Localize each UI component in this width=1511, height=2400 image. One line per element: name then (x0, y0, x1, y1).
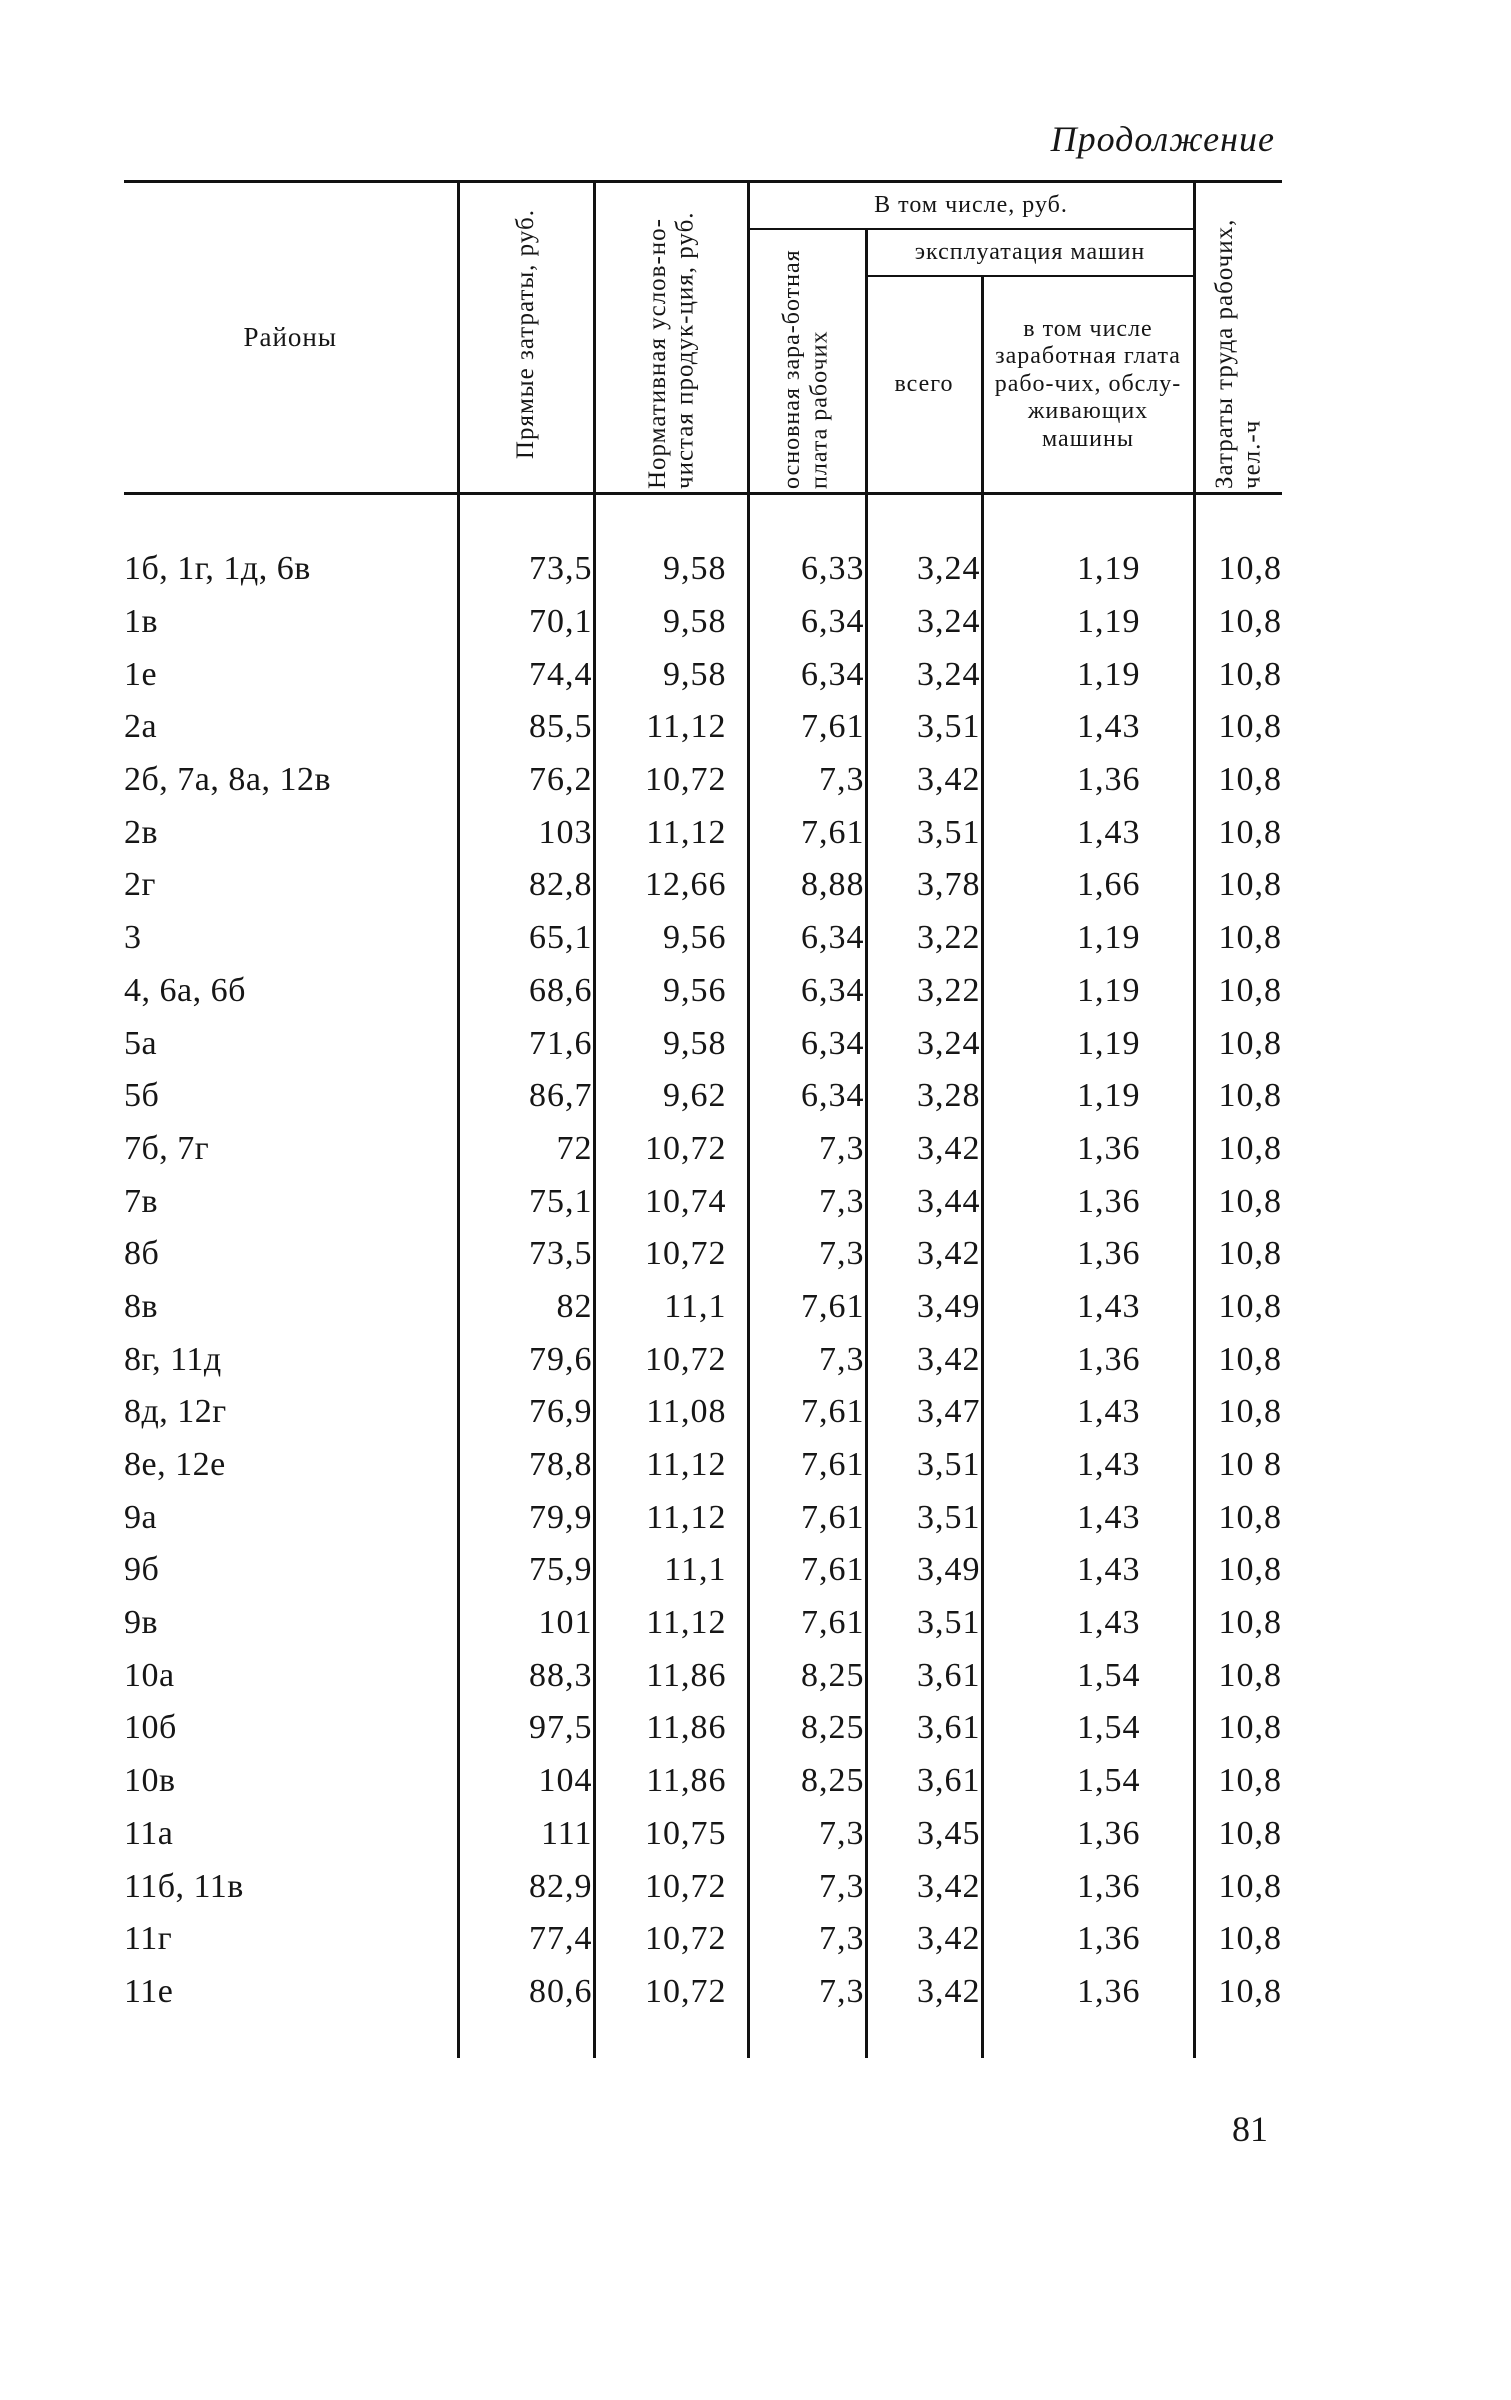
machine-total-cell: 3,24 (866, 1017, 982, 1070)
direct-costs-cell: 104 (458, 1755, 594, 1808)
net-output-cell: 11,86 (594, 1755, 748, 1808)
net-output-cell: 11,12 (594, 1597, 748, 1650)
machine-total-cell: 3,61 (866, 1755, 982, 1808)
base-wage-cell: 6,34 (748, 965, 866, 1018)
continuation-label: Продолжение (1050, 119, 1275, 159)
machine-wage-cell: 1,43 (982, 806, 1194, 859)
base-wage-cell: 7,3 (748, 1123, 866, 1176)
labor-costs-cell: 10,8 (1194, 1491, 1282, 1544)
machine-total-cell: 3,22 (866, 912, 982, 965)
table-body (124, 494, 1282, 2059)
direct-costs-cell: 70,1 (458, 596, 594, 649)
header-direct-costs: Прямые затраты, руб. (458, 182, 594, 494)
table-row (124, 754, 1282, 807)
base-wage-cell: 7,3 (748, 1228, 866, 1281)
table-row (124, 1175, 1282, 1228)
region-cell: 2в (124, 813, 159, 851)
base-wage-cell: 8,88 (748, 859, 866, 912)
table-row (124, 1649, 1282, 1702)
region-cell: 9б (124, 1551, 160, 1589)
table-row (124, 965, 1282, 1018)
base-wage-cell: 7,3 (748, 1808, 866, 1861)
base-wage-cell: 6,34 (748, 1017, 866, 1070)
region-cell: 11б, 11в (124, 1867, 244, 1905)
net-output-cell: 11,1 (594, 1281, 748, 1334)
labor-costs-cell: 10,8 (1194, 1386, 1282, 1439)
machine-total-cell: 3,51 (866, 701, 982, 754)
direct-costs-cell: 77,4 (458, 1913, 594, 1966)
net-output-cell: 11,08 (594, 1386, 748, 1439)
base-wage-cell: 7,61 (748, 701, 866, 754)
region-cell: 1е (124, 655, 158, 693)
net-output-cell: 9,58 (594, 543, 748, 596)
region-cell: 7в (124, 1182, 159, 1220)
labor-costs-cell: 10,8 (1194, 1070, 1282, 1123)
table-row (124, 1755, 1282, 1808)
region-cell: 2а (124, 708, 158, 746)
machine-wage-cell: 1,36 (982, 1808, 1194, 1861)
machine-wage-cell: 1,36 (982, 1175, 1194, 1228)
header-machine-total: всего (866, 276, 982, 494)
net-output-cell: 11,12 (594, 806, 748, 859)
machine-total-cell: 3,42 (866, 1860, 982, 1913)
machine-total-cell: 3,42 (866, 1333, 982, 1386)
region-cell: 8б (124, 1235, 160, 1273)
labor-costs-cell: 10,8 (1194, 965, 1282, 1018)
net-output-cell: 9,56 (594, 912, 748, 965)
table-row (124, 1228, 1282, 1281)
net-output-cell: 11,12 (594, 1439, 748, 1492)
region-cell: 3 (124, 919, 142, 957)
table-row (124, 701, 1282, 754)
net-output-cell: 10,72 (594, 1860, 748, 1913)
labor-costs-cell: 10,8 (1194, 1544, 1282, 1597)
machine-total-cell: 3,42 (866, 1913, 982, 1966)
net-output-cell: 9,56 (594, 965, 748, 1018)
machine-wage-cell: 1,36 (982, 1913, 1194, 1966)
region-cell: 8е, 12е (124, 1446, 226, 1484)
machine-wage-cell: 1,19 (982, 912, 1194, 965)
labor-costs-cell: 10,8 (1194, 543, 1282, 596)
base-wage-cell: 7,3 (748, 1860, 866, 1913)
region-cell: 11а (124, 1814, 174, 1852)
net-output-cell: 10,74 (594, 1175, 748, 1228)
net-output-cell: 9,58 (594, 596, 748, 649)
direct-costs-cell: 86,7 (458, 1070, 594, 1123)
base-wage-cell: 7,3 (748, 1333, 866, 1386)
direct-costs-cell: 80,6 (458, 1966, 594, 2019)
base-wage-cell: 6,33 (748, 543, 866, 596)
table-row (124, 1544, 1282, 1597)
direct-costs-cell: 68,6 (458, 965, 594, 1018)
table-row (124, 596, 1282, 649)
machine-total-cell: 3,51 (866, 1439, 982, 1492)
base-wage-cell: 8,25 (748, 1649, 866, 1702)
labor-costs-cell: 10,8 (1194, 1597, 1282, 1650)
region-cell: 9в (124, 1604, 159, 1642)
region-cell: 10б (124, 1709, 177, 1747)
net-output-cell: 10,72 (594, 1333, 748, 1386)
header-machine-wage: в том числе заработная глата рабо-чих, обслу-живающих машины (982, 276, 1194, 494)
labor-costs-cell: 10,8 (1194, 806, 1282, 859)
machine-wage-cell: 1,43 (982, 701, 1194, 754)
table-row (124, 1913, 1282, 1966)
net-output-cell: 11,12 (594, 701, 748, 754)
labor-costs-cell: 10,8 (1194, 1123, 1282, 1176)
region-cell: 11г (124, 1920, 173, 1958)
labor-costs-cell: 10,8 (1194, 1228, 1282, 1281)
machine-wage-cell: 1,66 (982, 859, 1194, 912)
base-wage-cell: 7,61 (748, 1439, 866, 1492)
table-header (124, 182, 1282, 494)
table-row (124, 1597, 1282, 1650)
net-output-cell: 10,72 (594, 1913, 748, 1966)
machine-wage-cell: 1,43 (982, 1386, 1194, 1439)
direct-costs-cell: 103 (458, 806, 594, 859)
machine-total-cell: 3,24 (866, 543, 982, 596)
direct-costs-cell: 73,5 (458, 543, 594, 596)
region-cell: 10в (124, 1762, 176, 1800)
labor-costs-cell: 10,8 (1194, 912, 1282, 965)
labor-costs-cell: 10 8 (1194, 1439, 1282, 1492)
machine-total-cell: 3,51 (866, 1597, 982, 1650)
table-row (124, 1281, 1282, 1334)
table-row (124, 1966, 1282, 2019)
machine-wage-cell: 1,36 (982, 1123, 1194, 1176)
table-row (124, 1017, 1282, 1070)
direct-costs-cell: 111 (458, 1808, 594, 1861)
header-machine-operation: эксплуатация машин (866, 229, 1194, 276)
region-cell: 1б, 1г, 1д, 6в (124, 550, 311, 588)
machine-total-cell: 3,42 (866, 1123, 982, 1176)
direct-costs-cell: 73,5 (458, 1228, 594, 1281)
region-cell: 8г, 11д (124, 1340, 222, 1378)
table-row (124, 1070, 1282, 1123)
net-output-cell: 11,86 (594, 1702, 748, 1755)
header-including-group: В том числе, руб. (748, 182, 1194, 230)
machine-wage-cell: 1,36 (982, 754, 1194, 807)
net-output-cell: 11,1 (594, 1544, 748, 1597)
direct-costs-cell: 82,8 (458, 859, 594, 912)
direct-costs-cell: 101 (458, 1597, 594, 1650)
net-output-cell: 9,58 (594, 1017, 748, 1070)
machine-total-cell: 3,47 (866, 1386, 982, 1439)
machine-wage-cell: 1,36 (982, 1228, 1194, 1281)
table-row (124, 1491, 1282, 1544)
labor-costs-cell: 10,8 (1194, 1281, 1282, 1334)
machine-total-cell: 3,45 (866, 1808, 982, 1861)
labor-costs-cell: 10,8 (1194, 754, 1282, 807)
machine-total-cell: 3,51 (866, 806, 982, 859)
direct-costs-cell: 65,1 (458, 912, 594, 965)
machine-wage-cell: 1,36 (982, 1860, 1194, 1913)
direct-costs-cell: 97,5 (458, 1702, 594, 1755)
labor-costs-cell: 10,8 (1194, 648, 1282, 701)
table-row (124, 912, 1282, 965)
direct-costs-cell: 88,3 (458, 1649, 594, 1702)
table-row (124, 1860, 1282, 1913)
labor-costs-cell: 10,8 (1194, 701, 1282, 754)
machine-wage-cell: 1,19 (982, 1070, 1194, 1123)
machine-wage-cell: 1,43 (982, 1439, 1194, 1492)
machine-wage-cell: 1,43 (982, 1491, 1194, 1544)
base-wage-cell: 7,3 (748, 754, 866, 807)
labor-costs-cell: 10,8 (1194, 1913, 1282, 1966)
direct-costs-cell: 72 (458, 1123, 594, 1176)
direct-costs-cell: 76,9 (458, 1386, 594, 1439)
machine-wage-cell: 1,19 (982, 596, 1194, 649)
machine-total-cell: 3,42 (866, 754, 982, 807)
table-row (124, 1386, 1282, 1439)
machine-wage-cell: 1,36 (982, 1966, 1194, 2019)
net-output-cell: 12,66 (594, 859, 748, 912)
machine-total-cell: 3,22 (866, 965, 982, 1018)
machine-wage-cell: 1,54 (982, 1755, 1194, 1808)
net-output-cell: 9,62 (594, 1070, 748, 1123)
direct-costs-cell: 74,4 (458, 648, 594, 701)
net-output-cell: 10,72 (594, 1228, 748, 1281)
table-row (124, 543, 1282, 596)
machine-total-cell: 3,28 (866, 1070, 982, 1123)
machine-total-cell: 3,78 (866, 859, 982, 912)
base-wage-cell: 6,34 (748, 596, 866, 649)
machine-total-cell: 3,24 (866, 596, 982, 649)
labor-costs-cell: 10,8 (1194, 1702, 1282, 1755)
direct-costs-cell: 78,8 (458, 1439, 594, 1492)
net-output-cell: 10,72 (594, 754, 748, 807)
region-cell: 2г (124, 866, 156, 904)
direct-costs-cell: 76,2 (458, 754, 594, 807)
header-labor-costs: Затраты труда рабочих, чел.-ч (1194, 182, 1282, 494)
direct-costs-cell: 82 (458, 1281, 594, 1334)
region-cell: 8в (124, 1287, 159, 1325)
base-wage-cell: 7,3 (748, 1966, 866, 2019)
header-normative-net-output: Нормативная услов-но-чистая продук-ция, руб. (594, 182, 748, 494)
table-row (124, 806, 1282, 859)
net-output-cell: 9,58 (594, 648, 748, 701)
net-output-cell: 10,72 (594, 1123, 748, 1176)
machine-wage-cell: 1,43 (982, 1281, 1194, 1334)
table-row (124, 1333, 1282, 1386)
machine-wage-cell: 1,43 (982, 1597, 1194, 1650)
machine-wage-cell: 1,19 (982, 648, 1194, 701)
net-output-cell: 10,72 (594, 1966, 748, 2019)
direct-costs-cell: 82,9 (458, 1860, 594, 1913)
labor-costs-cell: 10,8 (1194, 1755, 1282, 1808)
base-wage-cell: 6,34 (748, 648, 866, 701)
machine-wage-cell: 1,19 (982, 543, 1194, 596)
machine-wage-cell: 1,43 (982, 1544, 1194, 1597)
table-row (124, 648, 1282, 701)
labor-costs-cell: 10,8 (1194, 596, 1282, 649)
machine-total-cell: 3,51 (866, 1491, 982, 1544)
direct-costs-cell: 79,9 (458, 1491, 594, 1544)
region-cell: 2б, 7а, 8а, 12в (124, 761, 332, 799)
base-wage-cell: 8,25 (748, 1702, 866, 1755)
base-wage-cell: 7,3 (748, 1175, 866, 1228)
machine-wage-cell: 1,19 (982, 1017, 1194, 1070)
machine-total-cell: 3,49 (866, 1281, 982, 1334)
region-cell: 5а (124, 1024, 158, 1062)
machine-total-cell: 3,61 (866, 1702, 982, 1755)
base-wage-cell: 7,3 (748, 1913, 866, 1966)
base-wage-cell: 7,61 (748, 1386, 866, 1439)
base-wage-cell: 6,34 (748, 1070, 866, 1123)
base-wage-cell: 7,61 (748, 806, 866, 859)
net-output-cell: 10,75 (594, 1808, 748, 1861)
machine-total-cell: 3,61 (866, 1649, 982, 1702)
labor-costs-cell: 10,8 (1194, 1966, 1282, 2019)
table-row (124, 1123, 1282, 1176)
region-cell: 1в (124, 603, 159, 641)
net-output-cell: 11,86 (594, 1649, 748, 1702)
machine-total-cell: 3,44 (866, 1175, 982, 1228)
header-regions: Районы (124, 182, 458, 494)
machine-total-cell: 3,24 (866, 648, 982, 701)
region-cell: 5б (124, 1077, 160, 1115)
base-wage-cell: 7,61 (748, 1281, 866, 1334)
table-row (124, 1702, 1282, 1755)
base-wage-cell: 7,61 (748, 1491, 866, 1544)
machine-wage-cell: 1,54 (982, 1649, 1194, 1702)
machine-total-cell: 3,42 (866, 1228, 982, 1281)
labor-costs-cell: 10,8 (1194, 1017, 1282, 1070)
table-row (124, 859, 1282, 912)
region-cell: 9а (124, 1498, 158, 1536)
base-wage-cell: 7,61 (748, 1544, 866, 1597)
labor-costs-cell: 10,8 (1194, 1860, 1282, 1913)
base-wage-cell: 7,61 (748, 1597, 866, 1650)
region-cell: 4, 6а, 6б (124, 971, 246, 1009)
direct-costs-cell: 75,1 (458, 1175, 594, 1228)
table-row (124, 1808, 1282, 1861)
base-wage-cell: 8,25 (748, 1755, 866, 1808)
direct-costs-cell: 75,9 (458, 1544, 594, 1597)
page-number: 81 (1232, 2109, 1268, 2149)
region-cell: 11е (124, 1972, 174, 2010)
base-wage-cell: 6,34 (748, 912, 866, 965)
machine-total-cell: 3,49 (866, 1544, 982, 1597)
header-base-wage: основная зара-ботная плата рабочих (748, 229, 866, 494)
net-output-cell: 11,12 (594, 1491, 748, 1544)
machine-wage-cell: 1,54 (982, 1702, 1194, 1755)
machine-total-cell: 3,42 (866, 1966, 982, 2019)
region-cell: 8д, 12г (124, 1393, 227, 1431)
region-cell: 7б, 7г (124, 1129, 210, 1167)
direct-costs-cell: 79,6 (458, 1333, 594, 1386)
direct-costs-cell: 85,5 (458, 701, 594, 754)
labor-costs-cell: 10,8 (1194, 1175, 1282, 1228)
table-row (124, 1439, 1282, 1492)
machine-wage-cell: 1,19 (982, 965, 1194, 1018)
region-cell: 10а (124, 1656, 175, 1694)
labor-costs-cell: 10,8 (1194, 1808, 1282, 1861)
labor-costs-cell: 10,8 (1194, 1649, 1282, 1702)
machine-wage-cell: 1,36 (982, 1333, 1194, 1386)
cost-table (124, 180, 1282, 2058)
labor-costs-cell: 10,8 (1194, 859, 1282, 912)
direct-costs-cell: 71,6 (458, 1017, 594, 1070)
labor-costs-cell: 10,8 (1194, 1333, 1282, 1386)
